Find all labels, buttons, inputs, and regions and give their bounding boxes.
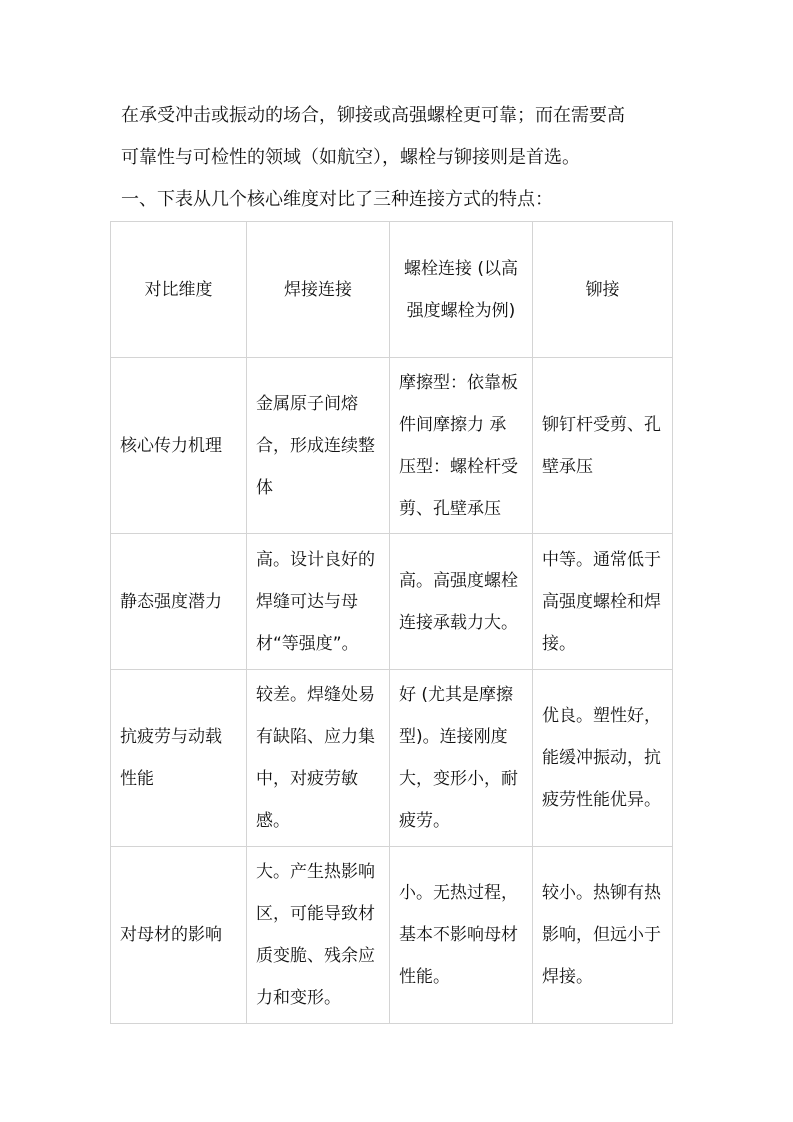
table-cell-welding: 较差。焊缝处易有缺陷、应力集中，对疲劳敏感。 [247,670,390,847]
table-cell-dimension: 核心传力机理 [111,358,247,534]
header-riveting: 铆接 [533,222,673,358]
table-cell-dimension: 抗疲劳与动载性能 [111,670,247,847]
table-cell-welding: 大。产生热影响区，可能导致材质变脆、残余应力和变形。 [247,847,390,1024]
table-row [111,358,673,534]
table-header-row [111,222,673,358]
table-row [111,847,673,1024]
comparison-table [110,221,673,1024]
header-welding: 焊接连接 [247,222,390,358]
table-cell-bolting: 好 (尤其是摩擦型)。连接刚度大，变形小，耐疲劳。 [390,670,533,847]
table-cell-dimension: 静态强度潜力 [111,534,247,670]
table-cell-riveting: 铆钉杆受剪、孔壁承压 [533,358,673,534]
table-cell-bolting: 摩擦型：依靠板件间摩擦力 承压型：螺栓杆受剪、孔壁承压 [390,358,533,534]
table-cell-riveting: 中等。通常低于高强度螺栓和焊接。 [533,534,673,670]
section-heading: 一、下表从几个核心维度对比了三种连接方式的特点： [121,189,553,210]
table-cell-riveting: 较小。热铆有热影响，但远小于焊接。 [533,847,673,1024]
intro-paragraph-line-1: 在承受冲击或振动的场合，铆接或高强螺栓更可靠；而在需要高 [121,105,625,126]
intro-paragraph-line-2: 可靠性与可检性的领域（如航空），螺栓与铆接则是首选。 [121,147,580,168]
table-cell-welding: 高。设计良好的焊缝可达与母材“等强度”。 [247,534,390,670]
table-cell-welding: 金属原子间熔合，形成连续整体 [247,358,390,534]
table-cell-bolting: 高。高强度螺栓连接承载力大。 [390,534,533,670]
table-cell-bolting: 小。无热过程，基本不影响母材性能。 [390,847,533,1024]
table-cell-dimension: 对母材的影响 [111,847,247,1024]
header-bolting: 螺栓连接 (以高强度螺栓为例) [390,222,533,358]
header-dimension: 对比维度 [111,222,247,358]
table-row [111,670,673,847]
table-row [111,534,673,670]
table-cell-riveting: 优良。塑性好，能缓冲振动，抗疲劳性能优异。 [533,670,673,847]
